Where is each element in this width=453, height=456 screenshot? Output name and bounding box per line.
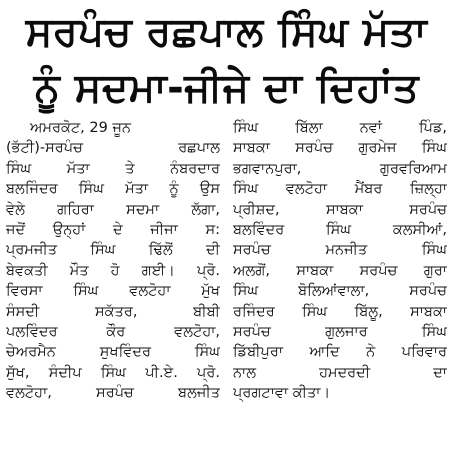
body-line: ਬਲਜਿੰਦਰ ਸਿੰਘ ਮੱਤਾ ਨੂੰ ਉਸ — [6, 181, 220, 198]
body-line: ਵਲਟੋਹਾ, ਸਰਪੰਚ ਬਲਜੀਤ — [6, 385, 220, 402]
body-line: ਸੰਸਦੀ ਸਕੱਤਰ, ਬੀਬੀ — [6, 303, 220, 320]
left-column — [6, 118, 220, 403]
dateline: ਅਮਰਕੋਟ, 29 ਜੂਨ — [30, 120, 131, 136]
body-line: ਸਰਪੰਚ ਮਨਜੀਤ ਸਿੰਘ — [233, 242, 447, 259]
body-line: ਰਜਿੰਦਰ ਸਿੰਘ ਬਿੱਲੂ, ਸਾਬਕਾ — [233, 303, 447, 320]
body-line: ਸਿੰਘ ਵਲਟੋਹਾ ਮੈਂਬਰ ਜ਼ਿਲ੍ਹਾ — [233, 181, 447, 198]
body-line: ਪ੍ਰਗਟਾਵਾ ਕੀਤਾ। — [233, 385, 331, 402]
body-line: ਬੇਵਕਤੀ ਮੌਤ ਹੋ ਗਈ। ਪ੍ਰੋ. — [6, 262, 220, 279]
body-line: ਵੇਲੇ ਗਹਿਰਾ ਸਦਮਾ ਲੱਗਾ, — [6, 201, 220, 218]
article-body — [6, 118, 447, 403]
body-line: ਜਦੋਂ ਉਨ੍ਹਾਂ ਦੇ ਜੀਜਾ ਸ: — [6, 221, 220, 238]
body-line: ਸਾਬਕਾ ਸਰਪੰਚ ਗੁਰਮੇਜ ਸਿੰਘ — [233, 140, 447, 157]
body-line: ਅਲਗੋਂ, ਸਾਬਕਾ ਸਰਪੰਚ ਗੁਰਾ — [233, 262, 447, 279]
body-line: ਬਲਵਿੰਦਰ ਸਿੰਘ ਕਲਸੀਆਂ, — [233, 221, 447, 238]
body-line: ਪ੍ਰੀਸ਼ਦ, ਸਾਬਕਾ ਸਰਪੰਚ — [233, 201, 447, 218]
headline-line-1: ਸਰਪੰਚ ਰਛਪਾਲ ਸਿੰਘ ਮੱਤਾ — [25, 9, 428, 55]
body-line: (ਭੱਟੀ)-ਸਰਪੰਚ ਰਛਪਾਲ — [6, 140, 220, 157]
body-line: ਭਗਵਾਨਪੁਰਾ, ਗੁਰਵਰਿਆਮ — [233, 160, 447, 177]
body-line: ਸਿੰਘ ਬੋਲਿਆਂਵਾਲਾ, ਸਰਪੰਚ — [233, 283, 447, 300]
body-line: ਸਿੰਘ ਮੱਤਾ ਤੇ ਨੰਬਰਦਾਰ — [6, 160, 220, 177]
body-line: ਸਰਪੰਚ ਗੁਲਜਾਰ ਸਿੰਘ — [233, 323, 447, 340]
body-line: ਡਿੱਬੀਪੁਰਾ ਆਦਿ ਨੇ ਪਰਿਵਾਰ — [233, 344, 447, 361]
right-column — [233, 118, 447, 403]
body-line: ਵਿਰਸਾ ਸਿੰਘ ਵਲਟੋਹਾ ਮੁੱਖ — [6, 283, 220, 300]
body-line: ਨਾਲ ਹਮਦਰਦੀ ਦਾ — [233, 364, 447, 381]
body-line: ਸਿੰਘ ਬਿੱਲਾ ਨਵਾਂ ਪਿੰਡ, — [233, 120, 447, 136]
body-line: ਪ੍ਰਮਜੀਤ ਸਿੰਘ ਢਿੱਲੋਂ ਦੀ — [6, 242, 220, 259]
headline-line-2: ਨੂੰ ਸਦਮਾ-ਜੀਜੇ ਦਾ ਦਿਹਾਂਤ — [33, 65, 420, 111]
body-line: ਸੁੱਖ, ਸੰਦੀਪ ਸਿੰਘ ਪੀ.ਏ. ਪ੍ਰੋ. — [6, 364, 220, 381]
body-line: ਪਲਵਿੰਦਰ ਕੌਰ ਵਲਟੋਹਾ, — [6, 323, 220, 340]
body-line: ਚੇਅਰਮੈਨ ਸੁਖਵਿੰਦਰ ਸਿੰਘ — [6, 344, 220, 361]
